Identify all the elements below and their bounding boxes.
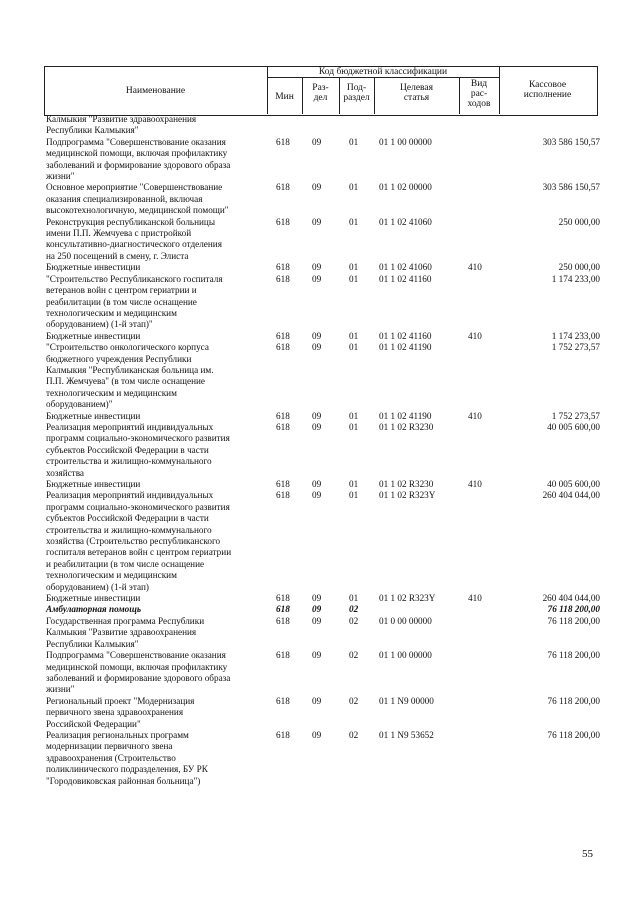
table-row (44, 331, 600, 342)
row-target: 01 1 02 R323Y (379, 490, 436, 501)
header-podrazdel: Под- раздел (343, 83, 370, 103)
row-name: Амбулаторная помощь (46, 604, 142, 615)
row-min: 618 (276, 650, 290, 661)
row-amount: 76 118 200,00 (547, 695, 600, 706)
row-amount: 303 586 150,57 (542, 136, 600, 147)
row-amount: 76 118 200,00 (547, 650, 600, 661)
table-row (44, 593, 600, 604)
header-min: Мин (275, 92, 294, 102)
row-target: 01 1 02 41160 (379, 273, 432, 284)
row-podrazdel: 01 (349, 421, 359, 432)
row-name: Основное мероприятие "Совершенствование оказания специализированной, включая высокотехнологичную, медицинской помощи" (46, 182, 229, 216)
row-target: 01 1 N9 00000 (379, 695, 434, 706)
row-podrazdel: 02 (349, 650, 359, 661)
row-amount: 40 005 600,00 (547, 421, 600, 432)
row-min: 618 (276, 593, 290, 604)
row-min: 618 (276, 216, 290, 227)
row-target: 01 1 02 41190 (379, 342, 432, 353)
header-target: Целевая статья (400, 83, 433, 103)
row-amount: 1 752 273,57 (551, 410, 600, 421)
row-min: 618 (276, 490, 290, 501)
row-min: 618 (276, 330, 290, 341)
table-row (44, 274, 600, 331)
row-target: 01 1 02 41060 (379, 216, 432, 227)
row-podrazdel: 01 (349, 136, 359, 147)
table-row (44, 730, 600, 787)
row-podrazdel: 01 (349, 182, 359, 193)
row-min: 618 (276, 342, 290, 353)
row-podrazdel: 01 (349, 410, 359, 421)
row-name: Региональный проект "Модернизация первичного звена здравоохранения Российской Федерации" (46, 695, 195, 729)
row-name: Реализация региональных программ модернизации первичного звена здравоохранения (Строительство поликлинического подразделения, БУ РК "Городовиковская районная больница") (46, 729, 208, 786)
row-min: 618 (276, 615, 290, 626)
table-row (44, 422, 600, 479)
table-row (44, 262, 600, 273)
row-razdel: 09 (312, 650, 322, 661)
row-target: 01 1 00 00000 (379, 650, 432, 661)
row-name: Бюджетные инвестиции (46, 593, 141, 604)
row-razdel: 09 (312, 729, 322, 740)
row-podrazdel: 02 (349, 695, 359, 706)
table-row (44, 114, 600, 137)
header-razdel: Раз- дел (312, 83, 329, 103)
row-razdel: 09 (312, 410, 322, 421)
row-podrazdel: 01 (349, 342, 359, 353)
row-name: Калмыкия "Развитие здравоохранения Республики Калмыкия" (46, 114, 197, 136)
row-razdel: 09 (312, 273, 322, 284)
row-target: 01 1 N9 53652 (379, 729, 434, 740)
row-vid: 410 (468, 410, 482, 421)
table-row (44, 650, 600, 696)
row-name: Бюджетные инвестиции (46, 330, 141, 341)
row-amount: 76 118 200,00 (547, 729, 600, 740)
row-vid: 410 (468, 593, 482, 604)
row-target: 01 1 02 41190 (379, 410, 432, 421)
row-podrazdel: 01 (349, 490, 359, 501)
row-amount: 1 174 233,00 (551, 330, 600, 341)
row-min: 618 (276, 421, 290, 432)
row-target: 01 1 02 R3230 (379, 479, 434, 489)
row-razdel: 09 (312, 136, 322, 147)
row-podrazdel: 02 (349, 615, 359, 626)
row-amount: 250 000,00 (558, 262, 600, 273)
row-podrazdel: 01 (349, 479, 359, 489)
header-code-group: Код бюджетной классификации (318, 67, 448, 77)
row-razdel: 09 (312, 479, 322, 489)
table-row (44, 616, 600, 650)
row-min: 618 (276, 410, 290, 421)
table-row (44, 182, 600, 216)
table-row (44, 342, 600, 410)
row-razdel: 09 (312, 262, 322, 273)
row-name: Реализация мероприятий индивидуальных программ социально-экономического развития субъектов Российской Федерации в части строительства и жилищно-коммунального хозяйства (46, 421, 230, 478)
row-amount: 260 404 044,00 (542, 593, 600, 604)
row-target: 01 1 02 R3230 (379, 421, 434, 432)
header-vid: Вид рас- ходов (467, 79, 491, 109)
row-razdel: 09 (312, 604, 322, 615)
row-razdel: 09 (312, 182, 322, 193)
header-name: Наименование (125, 86, 186, 96)
row-name: Реализация мероприятий индивидуальных программ социально-экономического развития субъектов Российской Федерации в части строительства и жилищно-коммунального хозяйства (Строительство республиканского госпиталя ветеранов войн с центром гериатрии и реабилитации (в том числе оснащение технологическим и медицинским оборудованием) (1-й этап) (46, 490, 232, 592)
row-amount: 303 586 150,57 (542, 182, 600, 193)
table-body (44, 114, 600, 787)
table-header (44, 66, 596, 114)
row-podrazdel: 01 (349, 216, 359, 227)
row-name: "Строительство Республиканского госпиталя ветеранов войн с центром гериатрии и реабилитации (в том числе оснащение технологическим и медицинским оборудованием) (1-й этап)" (46, 273, 223, 330)
row-podrazdel: 01 (349, 593, 359, 604)
row-target: 01 1 00 00000 (379, 136, 432, 147)
row-razdel: 09 (312, 593, 322, 604)
row-name: Подпрограмма "Совершенствование оказания медицинской помощи, включая профилактику заболеваний и формирование здорового образа жизни" (46, 136, 231, 182)
row-amount: 1 752 273,57 (551, 342, 600, 353)
table-row (44, 490, 600, 593)
row-min: 618 (276, 729, 290, 740)
row-amount: 40 005 600,00 (547, 479, 600, 489)
row-amount: 1 174 233,00 (551, 273, 600, 284)
row-target: 01 1 02 41060 (379, 262, 432, 273)
table-row (44, 217, 600, 263)
row-min: 618 (276, 182, 290, 193)
row-razdel: 09 (312, 490, 322, 501)
row-target: 01 1 02 00000 (379, 182, 432, 193)
row-min: 618 (276, 695, 290, 706)
row-razdel: 09 (312, 330, 322, 341)
row-razdel: 09 (312, 216, 322, 227)
row-target: 01 1 02 R323Y (379, 593, 436, 604)
row-min: 618 (276, 479, 290, 489)
row-name: Подпрограмма "Совершенствование оказания медицинской помощи, включая профилактику заболеваний и формирование здорового образа жизни" (46, 650, 231, 695)
row-razdel: 09 (312, 615, 322, 626)
row-amount: 260 404 044,00 (542, 490, 600, 501)
row-min: 618 (276, 273, 290, 284)
row-min: 618 (276, 136, 290, 147)
table-row (44, 479, 600, 490)
row-razdel: 09 (312, 342, 322, 353)
row-amount: 76 118 200,00 (547, 615, 600, 626)
row-name: "Строительство онкологического корпуса бюджетного учреждения Республики Калмыкия "Республиканская больница им. П.П. Жемчуева" (в том числе оснащение технологическим и медицинским оборудованием)" (46, 342, 214, 410)
row-name: Бюджетные инвестиции (46, 262, 141, 273)
table-row (44, 411, 600, 422)
row-amount: 76 118 200,00 (547, 604, 600, 615)
row-target: 01 1 02 41160 (379, 330, 432, 341)
row-podrazdel: 01 (349, 330, 359, 341)
row-podrazdel: 01 (349, 262, 359, 273)
header-amount: Кассовое исполнение (523, 80, 572, 100)
row-name: Бюджетные инвестиции (46, 479, 141, 489)
table-row (44, 137, 600, 183)
row-podrazdel: 02 (349, 729, 359, 740)
row-name: Реконструкция республиканской больницы имени П.П. Жемчуева с пристройкой консультативно-диагностического отделения на 250 посещений в смену, г. Элиста (46, 216, 222, 261)
table-row (44, 604, 600, 615)
row-razdel: 09 (312, 421, 322, 432)
table-row (44, 696, 600, 730)
row-podrazdel: 02 (349, 604, 359, 615)
page-number: 55 (582, 848, 593, 860)
row-razdel: 09 (312, 695, 322, 706)
row-min: 618 (276, 262, 290, 273)
row-name: Государственная программа Республики Калмыкия "Развитие здравоохранения Республики Калмыкия" (46, 615, 205, 649)
row-min: 618 (276, 604, 290, 615)
row-amount: 250 000,00 (558, 216, 600, 227)
row-target: 01 0 00 00000 (379, 615, 432, 626)
row-vid: 410 (468, 330, 482, 341)
row-vid: 410 (468, 262, 482, 273)
row-podrazdel: 01 (349, 273, 359, 284)
row-vid: 410 (468, 479, 482, 489)
row-name: Бюджетные инвестиции (46, 410, 141, 421)
